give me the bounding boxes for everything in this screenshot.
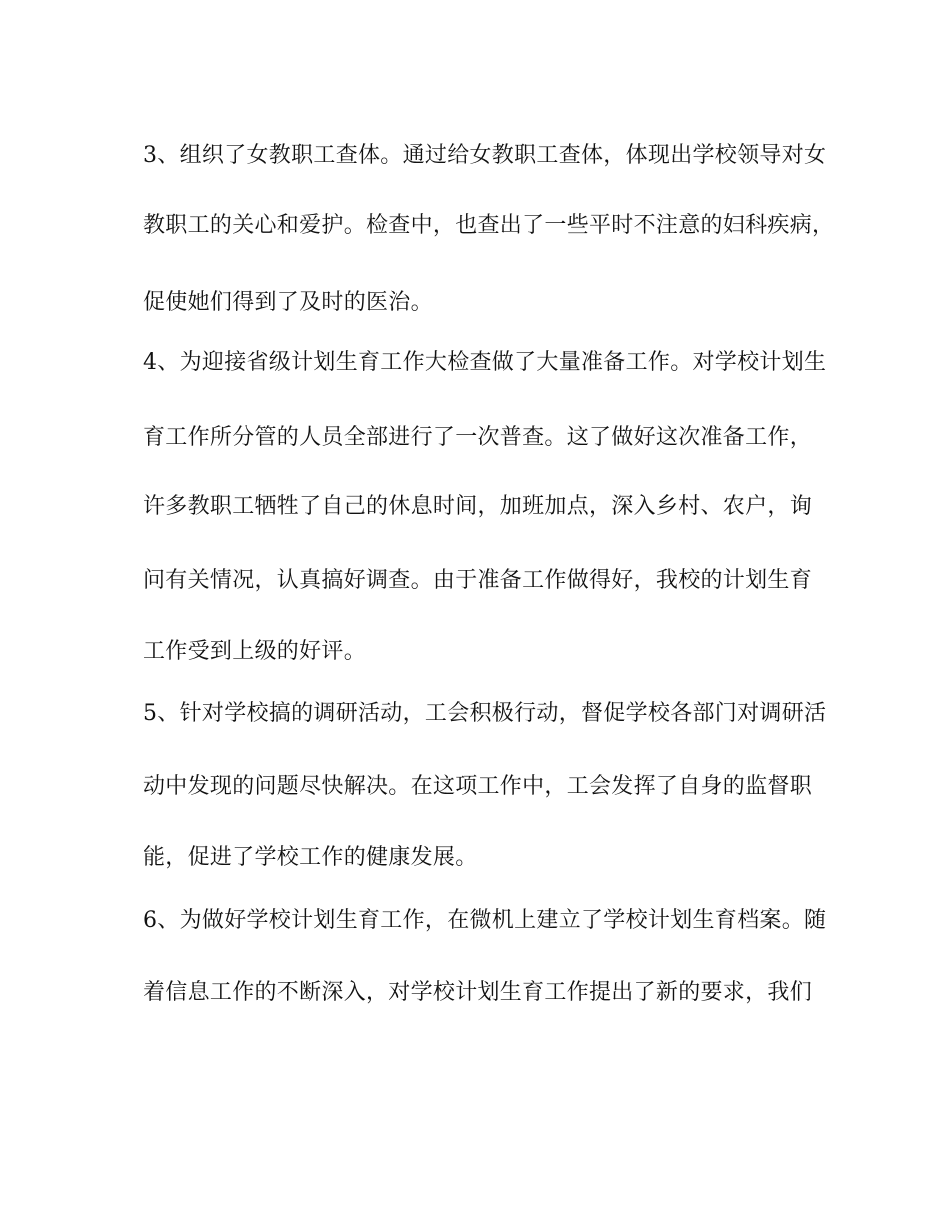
text-line: 着信息工作的不断深入，对学校计划生育工作提出了新的要求，我们 — [143, 980, 813, 1005]
text-line: 6、为做好学校计划生育工作，在微机上建立了学校计划生育档案。随 — [143, 908, 827, 933]
text-line: 许多教职工牺牲了自己的休息时间，加班加点，深入乡村、农户，询 — [143, 494, 813, 519]
text-line: 促使她们得到了及时的医治。 — [143, 290, 433, 315]
text-line: 工作受到上级的好评。 — [143, 639, 367, 664]
text-line: 动中发现的问题尽快解决。在这项工作中，工会发挥了自身的监督职 — [143, 774, 813, 799]
text-line: 4、为迎接省级计划生育工作大检查做了大量准备工作。对学校计划生 — [143, 350, 827, 375]
text-line: 3、组织了女教职工查体。通过给女教职工查体，体现出学校领导对女 — [143, 143, 827, 168]
text-line: 育工作所分管的人员全部进行了一次普查。这了做好这次准备工作， — [143, 425, 813, 450]
text-line: 5、针对学校搞的调研活动，工会积极行动，督促学校各部门对调研活 — [143, 701, 827, 726]
text-line: 教职工的关心和爱护。检查中，也查出了一些平时不注意的妇科疾病， — [143, 213, 835, 238]
text-line: 问有关情况，认真搞好调查。由于准备工作做得好，我校的计划生育 — [143, 568, 813, 593]
text-line: 能，促进了学校工作的健康发展。 — [143, 845, 478, 870]
